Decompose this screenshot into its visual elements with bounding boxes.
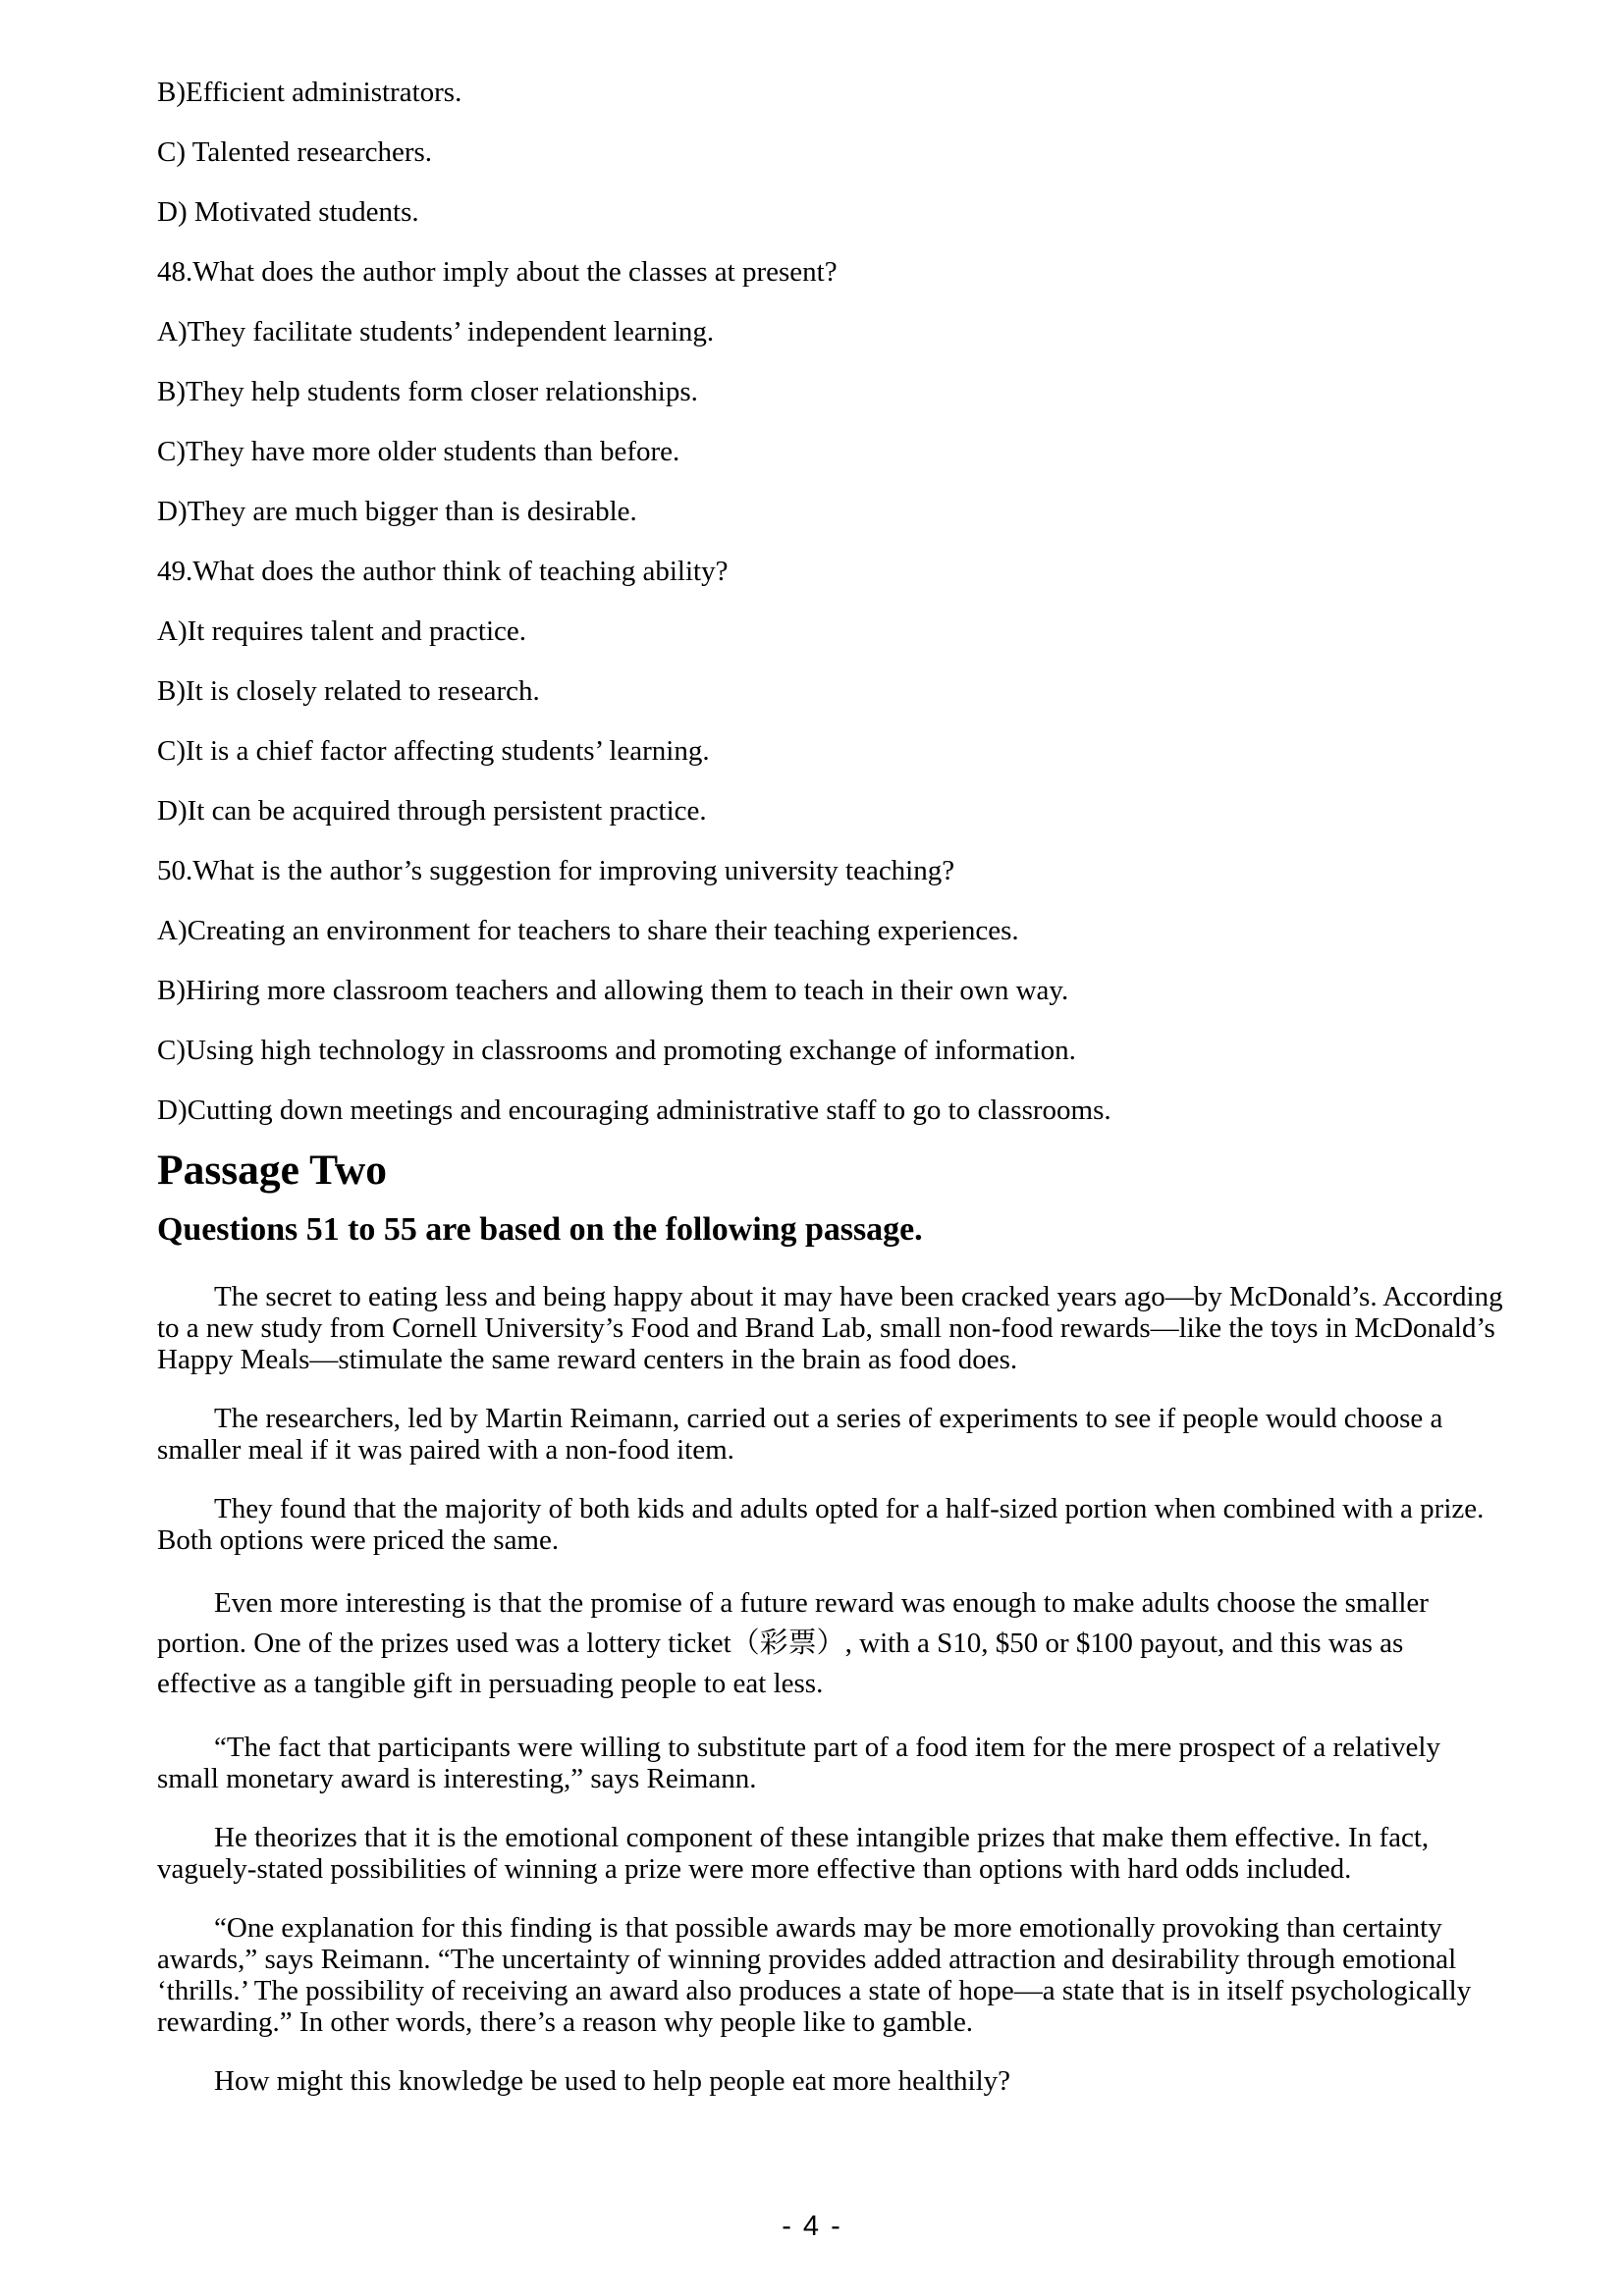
- passage-paragraph: Even more interesting is that the promise of a future reward was enough to make adults choose the smaller portion. One of the prizes used was a lottery ticket（彩票）, with a S10, $50 or $100 payout, and this was as effective as a tangible gift in persuading people to eat less.: [157, 1587, 1429, 1699]
- passage-paragraph: The researchers, led by Martin Reimann, carried out a series of experiments to see if people would choose a smaller meal if it was paired with a non-food item.: [157, 1403, 1443, 1466]
- answer-option: D)Cutting down meetings and encouraging administrative staff to go to classrooms.: [157, 1095, 1111, 1126]
- answer-option: C)It is a chief factor affecting students’ learning.: [157, 735, 710, 767]
- passage-heading: Passage Two: [157, 1147, 388, 1194]
- passage-paragraph: He theorizes that it is the emotional component of these intangible prizes that make them effective. In fact, vaguely-stated possibilities of winning a prize were more effective than options with hard odds included.: [157, 1822, 1430, 1885]
- answer-option: A)Creating an environment for teachers to share their teaching experiences.: [157, 915, 1019, 946]
- passage-paragraph: “The fact that participants were willing to substitute part of a food item for the mere prospect of a relatively small monetary award is interesting,” says Reimann.: [157, 1732, 1440, 1794]
- passage-paragraph: The secret to eating less and being happy about it may have been cracked years ago—by McDonald’s. According to a new study from Cornell University’s Food and Brand Lab, small non-food rewards—like the toys in McDonald’s Happy Meals—stimulate the same reward centers in the brain as food does.: [157, 1281, 1503, 1375]
- passage-paragraph: “One explanation for this finding is that possible awards may be more emotionally provoking than certainty awards,” says Reimann. “The uncertainty of winning provides added attraction and desirability through emotional ‘thrills.’ The possibility of receiving an award also produces a state of hope—a state that is in itself psychologically rewarding.” In other words, there’s a reason why people like to gamble.: [157, 1912, 1472, 2038]
- page-number: - 4 -: [782, 2211, 842, 2242]
- answer-option: A)It requires talent and practice.: [157, 615, 527, 647]
- answer-option: B)It is closely related to research.: [157, 675, 540, 707]
- answer-option: C)Using high technology in classrooms and promoting exchange of information.: [157, 1035, 1076, 1066]
- exam-content: [157, 77, 1504, 2124]
- answer-option: D) Motivated students.: [157, 196, 419, 228]
- answer-option: D)It can be acquired through persistent practice.: [157, 795, 707, 827]
- answer-option: C) Talented researchers.: [157, 136, 433, 168]
- answer-option: B)Hiring more classroom teachers and allowing them to teach in their own way.: [157, 975, 1069, 1006]
- page-footer: [0, 2211, 1624, 2243]
- question-text: 50.What is the author’s suggestion for improving university teaching?: [157, 855, 955, 886]
- passage-paragraph: They found that the majority of both kids and adults opted for a half-sized portion when combined with a prize. Both options were priced the same.: [157, 1493, 1485, 1556]
- passage-paragraph: How might this knowledge be used to help people eat more healthily?: [214, 2065, 1010, 2097]
- answer-option: B)They help students form closer relationships.: [157, 376, 698, 407]
- answer-option: C)They have more older students than before.: [157, 436, 680, 467]
- answer-option: B)Efficient administrators.: [157, 77, 462, 108]
- answer-option: D)They are much bigger than is desirable.: [157, 496, 637, 527]
- answer-option: A)They facilitate students’ independent learning.: [157, 316, 715, 347]
- passage-intro: Questions 51 to 55 are based on the following passage.: [157, 1211, 923, 1248]
- question-text: 48.What does the author imply about the classes at present?: [157, 256, 838, 288]
- question-text: 49.What does the author think of teaching ability?: [157, 556, 729, 587]
